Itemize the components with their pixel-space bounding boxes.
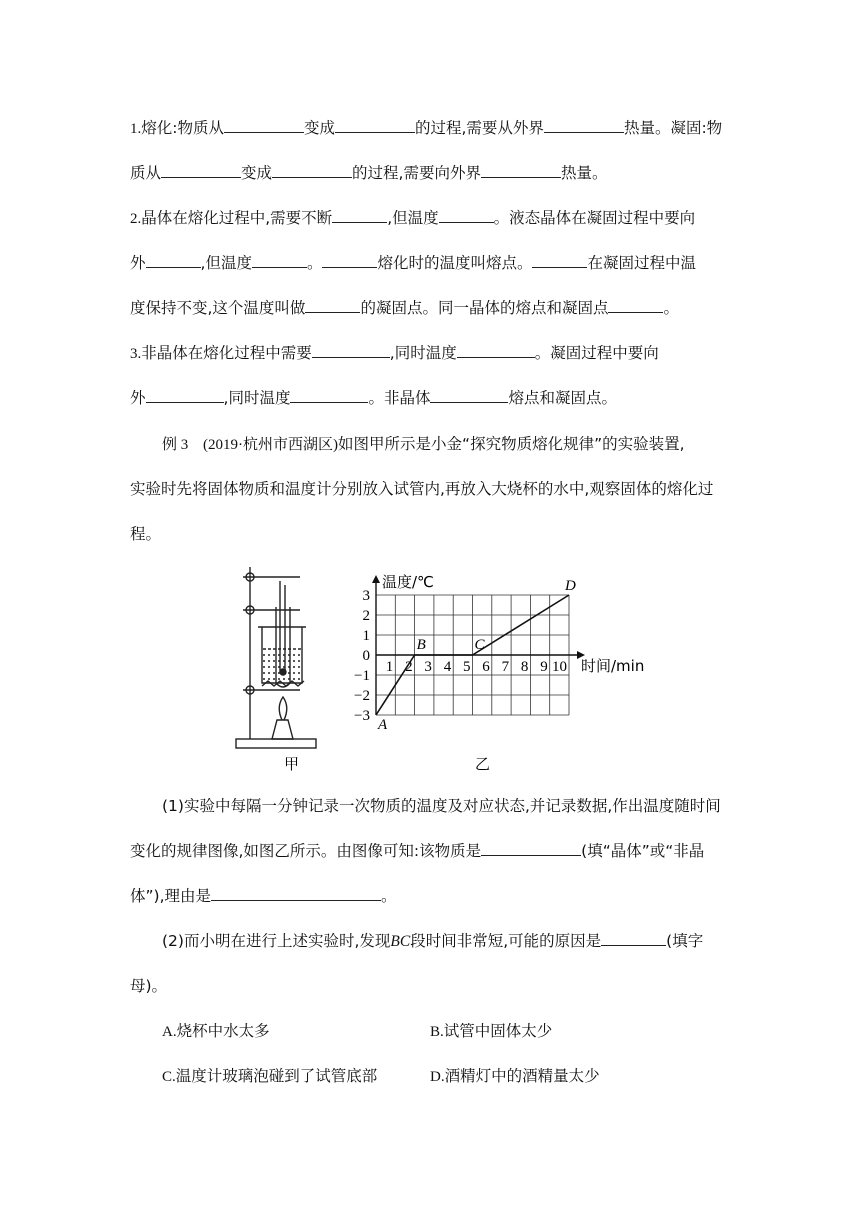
- p1-line1: (1)实验中每隔一分钟记录一次物质的温度及对应状态,并记录数据,作出温度随时间: [162, 797, 721, 815]
- x-tick-label: 9: [540, 659, 548, 675]
- q1-text-h: 热量。: [560, 164, 608, 182]
- option-d-letter: D.: [430, 1069, 445, 1085]
- x-tick-label: 8: [520, 659, 529, 675]
- caption-left: 甲: [284, 755, 300, 773]
- lab-apparatus-illustration: [236, 567, 316, 748]
- q2-line1: [130, 207, 695, 230]
- option-d-text: 酒精灯中的酒精量太少: [444, 1067, 600, 1085]
- q3-text-b: ,同时温度: [389, 344, 457, 362]
- y-tick-label: −1: [354, 668, 370, 684]
- q1-text-c: 的过程,需要从外界: [415, 119, 544, 137]
- p2-text-c: (填字: [666, 932, 704, 950]
- p1-blank-2[interactable]: [211, 885, 381, 901]
- q3-blank-2[interactable]: [457, 342, 535, 358]
- q3-text-f: 。非晶体: [368, 389, 431, 407]
- y-axis-arrow: [372, 575, 380, 583]
- stand-base: [236, 739, 316, 748]
- option-b[interactable]: [430, 1020, 552, 1043]
- point-label-a: A: [378, 717, 388, 733]
- q2-blank-8[interactable]: [608, 297, 663, 313]
- alcohol-lamp: [272, 720, 293, 739]
- y-tick-label: 0: [362, 648, 370, 664]
- p1-line3: [130, 885, 397, 907]
- p1-text-a: 变化的规律图像,如图乙所示。由图像可知:该物质是: [130, 842, 482, 860]
- q2-blank-7[interactable]: [305, 297, 360, 313]
- q3-blank-4[interactable]: [290, 387, 368, 403]
- q2-text-b: ,但温度: [387, 209, 439, 227]
- q1-text-a: 熔化:物质从: [141, 119, 224, 137]
- lamp-flame: [279, 697, 287, 720]
- option-a-text: 烧杯中水太多: [176, 1022, 270, 1040]
- q2-blank-1[interactable]: [332, 207, 387, 223]
- q3-text-d: 外: [130, 389, 146, 407]
- x-tick-label: 4: [443, 659, 452, 675]
- x-tick-label: 2: [405, 659, 413, 675]
- q2-number: 2.: [130, 211, 142, 227]
- y-tick-label: −2: [354, 688, 370, 704]
- q2-text-i: 度保持不变,这个温度叫做: [130, 299, 306, 317]
- example-line1: [162, 433, 685, 456]
- q2-text-h: 在凝固过程中温: [587, 254, 696, 272]
- point-label-d: D: [565, 578, 576, 594]
- q1-blank-2[interactable]: [335, 117, 415, 133]
- option-a[interactable]: [162, 1020, 270, 1043]
- q3-number: 3.: [130, 346, 142, 362]
- q3-line1: [130, 342, 659, 365]
- q2-text-c: 。液态晶体在凝固过程中要向: [493, 209, 696, 227]
- q2-blank-4[interactable]: [252, 252, 307, 268]
- x-tick-label: 1: [385, 659, 394, 675]
- q1-line2: [130, 162, 607, 184]
- option-b-text: 试管中固体太少: [443, 1022, 553, 1040]
- q2-text-a: 晶体在熔化过程中,需要不断: [141, 209, 333, 227]
- q3-blank-5[interactable]: [430, 387, 508, 403]
- x-tick-label: 6: [482, 659, 490, 675]
- q2-text-j: 的凝固点。同一晶体的熔点和凝固点: [360, 299, 609, 317]
- q3-text-a: 非晶体在熔化过程中需要: [141, 344, 312, 362]
- q1-text-d: 热量。凝固:物: [623, 119, 723, 137]
- option-c-letter: C.: [162, 1069, 176, 1085]
- q1-text-g: 的过程,需要向外界: [352, 164, 481, 182]
- option-c[interactable]: [162, 1065, 377, 1088]
- q3-text-e: ,同时温度: [223, 389, 291, 407]
- q3-text-g: 熔点和凝固点。: [508, 389, 617, 407]
- p1-text-c: 体”),理由是: [130, 887, 212, 905]
- p2-text-b: 段时间非常短,可能的原因是: [410, 932, 602, 950]
- q2-text-d: 外: [130, 254, 146, 272]
- option-c-text: 温度计玻璃泡碰到了试管底部: [175, 1067, 378, 1085]
- temperature-time-chart: [354, 573, 644, 733]
- caption-right: 乙: [475, 755, 491, 773]
- q2-blank-5[interactable]: [322, 252, 377, 268]
- p2-blank-1[interactable]: [601, 930, 666, 946]
- q2-text-f: 。: [306, 254, 323, 272]
- example-line3: 程。: [130, 525, 162, 543]
- q2-text-g: 熔化时的温度叫熔点。: [377, 254, 533, 272]
- option-a-letter: A.: [162, 1024, 177, 1040]
- q1-text-f: 变成: [241, 164, 273, 182]
- q1-blank-6[interactable]: [481, 162, 561, 178]
- option-b-letter: B.: [430, 1024, 444, 1040]
- p1-blank-1[interactable]: [481, 840, 581, 856]
- example-text-1: 如图甲所示是小金“探究物质熔化规律”的实验装置,: [338, 435, 685, 453]
- example-line2: 实验时先将固体物质和温度计分别放入试管内,再放入大烧杯的水中,观察固体的熔化过: [130, 480, 714, 498]
- q2-line2: [130, 252, 696, 274]
- q1-line1: [130, 117, 722, 140]
- q2-blank-6[interactable]: [532, 252, 587, 268]
- p1-text-d: 。: [381, 887, 397, 905]
- y-tick-label: 2: [362, 608, 370, 624]
- figure: [0, 555, 860, 785]
- p1-text-b: (填“晶体”或“非晶: [581, 842, 705, 860]
- example-label: 例 3: [162, 437, 189, 453]
- point-label-c: C: [474, 637, 485, 653]
- q3-text-c: 。凝固过程中要向: [534, 344, 659, 362]
- q2-line3: [130, 297, 679, 319]
- q3-blank-3[interactable]: [146, 387, 224, 403]
- q3-blank-1[interactable]: [312, 342, 390, 358]
- q1-blank-3[interactable]: [544, 117, 624, 133]
- q2-blank-3[interactable]: [146, 252, 201, 268]
- q1-blank-5[interactable]: [272, 162, 352, 178]
- point-label-b: B: [416, 637, 426, 653]
- q1-text-e: 质从: [130, 164, 162, 182]
- p1-line2: [130, 840, 704, 862]
- p2-bc: BC: [390, 933, 411, 950]
- y-tick-label: −3: [354, 708, 370, 724]
- y-tick-label: 1: [362, 628, 370, 644]
- q2-blank-2[interactable]: [439, 207, 494, 223]
- x-tick-label: 3: [424, 659, 432, 675]
- y-axis-label: 温度/℃: [382, 573, 434, 591]
- x-tick-label: 10: [552, 659, 567, 675]
- q2-text-k: 。: [663, 299, 679, 317]
- p2-line1: [162, 930, 703, 953]
- q1-number: 1.: [130, 121, 142, 137]
- q3-line2: [130, 387, 617, 409]
- q2-text-e: ,但温度: [200, 254, 252, 272]
- y-tick-label: 3: [362, 588, 370, 604]
- q1-blank-4[interactable]: [161, 162, 241, 178]
- x-tick-label: 7: [501, 659, 510, 675]
- x-axis-label: 时间/min: [581, 657, 645, 675]
- example-source: (2019·杭州市西湖区): [203, 437, 339, 453]
- q1-blank-1[interactable]: [224, 117, 304, 133]
- q1-text-b: 变成: [303, 119, 335, 137]
- x-tick-label: 5: [463, 659, 471, 675]
- thermometer-bulb: [280, 669, 286, 675]
- p2-text-a: (2)而小明在进行上述实验时,发现: [162, 932, 391, 950]
- p2-line2: 母)。: [130, 977, 168, 995]
- option-d[interactable]: [430, 1065, 600, 1088]
